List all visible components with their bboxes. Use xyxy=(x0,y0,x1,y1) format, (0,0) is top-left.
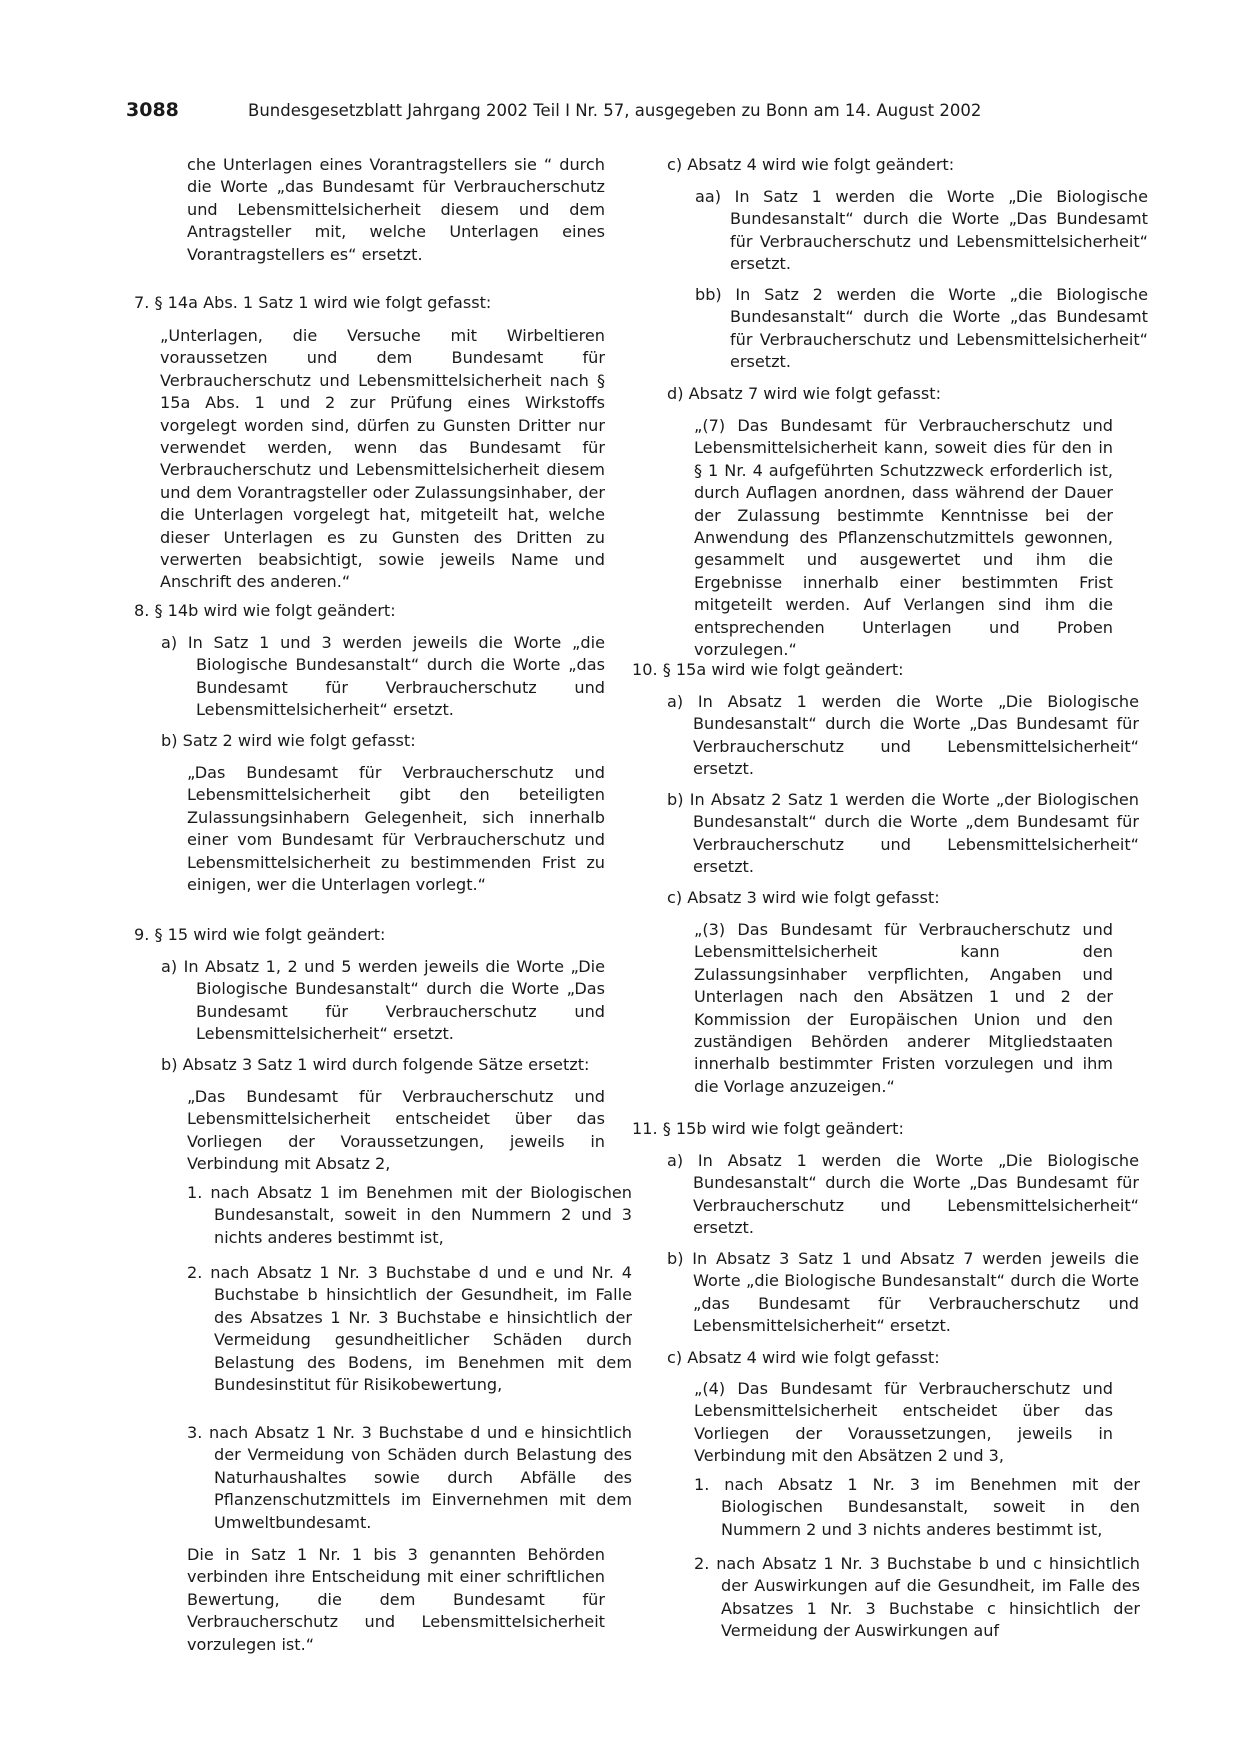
item-8-b-text: „Das Bundesamt für Verbraucherschutz und Lebensmittelsicherheit gibt den beteiligten Zulassungsinhabern Gelegenheit, sich innerhalb einer vom Bundesamt für Verbraucherschutz und Lebensmittelsicherheit zu bestimmenden Frist zu einigen, wer die Unterlagen vorlegt.“ xyxy=(187,763,605,895)
item-11-c-point-1: 1. nach Absatz 1 Nr. 3 im Benehmen mit der Biologischen Bundesanstalt, soweit in den Nummern 2 und 3 nichts anderes bestimmt ist, xyxy=(694,1475,1140,1539)
item-11-c-text: „(4) Das Bundesamt für Verbraucherschutz und Lebensmittelsicherheit entscheidet über das Vorliegen der Voraussetzungen, jeweils in Verbindung mit den Absätzen 2 und 3, xyxy=(694,1379,1113,1466)
item-11-c: c) Absatz 4 wird wie folgt gefasst: xyxy=(667,1348,940,1367)
item-9-d-text: „(7) Das Bundesamt für Verbraucherschutz und Lebensmittelsicherheit kann, soweit dies für den in § 1 Nr. 4 aufgeführten Schutzzweck erforderlich ist, durch Auflagen anordnen, dass während der Dauer der Zulassung bestimmte Kenntnisse bei der Anwendung des Pflanzenschutzmittels gewonnen, gesammelt und ausgewertet und ihm die Ergebnisse innerhalb einer bestimmten Frist mitgeteilt werden. Auf Verlangen sind ihm die entsprechenden Unterlagen und Proben vorzulegen.“ xyxy=(694,416,1113,660)
item-11-a: a) In Absatz 1 werden die Worte „Die Biologische Bundesanstalt“ durch die Worte „Das Bundesamt für Verbraucherschutz und Lebensmittelsicherheit“ ersetzt. xyxy=(667,1151,1139,1238)
item-9-b-point-3: 3. nach Absatz 1 Nr. 3 Buchstabe d und e hinsichtlich der Vermeidung von Schäden durch Belastung des Naturhaushaltes sowie durch Abfälle des Pflanzenschutzmittels im Einvernehmen mit dem Umweltbundesamt. xyxy=(187,1423,632,1532)
item-8-a: a) In Satz 1 und 3 werden jeweils die Worte „die Biologische Bundesanstalt“ durch die Worte „das Bundesamt für Verbraucherschutz und Lebensmittelsicherheit“ ersetzt. xyxy=(161,633,605,720)
item-8-b: b) Satz 2 wird wie folgt gefasst: xyxy=(161,731,416,750)
item-9-b-point-2: 2. nach Absatz 1 Nr. 3 Buchstabe d und e und Nr. 4 Buchstabe b hinsichtlich der Gesundheit, im Falle des Absatzes 1 Nr. 3 Buchstabe e hinsichtlich der Vermeidung gesundheitlicher Schäden durch Belastung des Bodens, im Benehmen mit dem Bundesinstitut für Risikobewertung, xyxy=(187,1263,632,1395)
item-9-c: c) Absatz 4 wird wie folgt geändert: xyxy=(667,155,955,174)
page-number: 3088 xyxy=(126,99,179,121)
item-9-b-point-1: 1. nach Absatz 1 im Benehmen mit der Biologischen Bundesanstalt, soweit in den Nummern 2 und 3 nichts anderes bestimmt ist, xyxy=(187,1183,632,1247)
item-10-c: c) Absatz 3 wird wie folgt gefasst: xyxy=(667,888,940,907)
item-9-b-text: „Das Bundesamt für Verbraucherschutz und Lebensmittelsicherheit entscheidet über das Vorliegen der Voraussetzungen, jeweils in Verbindung mit Absatz 2, xyxy=(187,1087,605,1174)
item-9-a: a) In Absatz 1, 2 und 5 werden jeweils die Worte „Die Biologische Bundesanstalt“ durch die Worte „Das Bundesamt für Verbraucherschutz und Lebensmittelsicherheit“ ersetzt. xyxy=(161,957,605,1044)
item-11-heading: 11. § 15b wird wie folgt geändert: xyxy=(632,1119,904,1138)
item-10-a: a) In Absatz 1 werden die Worte „Die Biologische Bundesanstalt“ durch die Worte „Das Bundesamt für Verbraucherschutz und Lebensmittelsicherheit“ ersetzt. xyxy=(667,692,1139,779)
item-9-c-aa: aa) In Satz 1 werden die Worte „Die Biologische Bundesanstalt“ durch die Worte „Das Bundesamt für Verbraucherschutz und Lebensmittelsicherheit“ ersetzt. xyxy=(695,187,1148,274)
item-10-b: b) In Absatz 2 Satz 1 werden die Worte „der Biologischen Bundesanstalt“ durch die Worte „dem Bundesamt für Verbraucherschutz und Lebensmittelsicherheit“ ersetzt. xyxy=(667,790,1139,877)
item-10-c-text: „(3) Das Bundesamt für Verbraucherschutz und Lebensmittelsicherheit kann den Zulassungsinhaber verpflichten, Angaben und Unterlagen nach den Absätzen 1 und 2 der Kommission der Europäischen Union und den zuständigen Behörden anderer Mitgliedstaaten innerhalb bestimmter Fristen vorzulegen und ihm die Vorlage anzuzeigen.“ xyxy=(694,920,1113,1096)
item-9-heading: 9. § 15 wird wie folgt geändert: xyxy=(134,925,386,944)
item-11-c-point-2: 2. nach Absatz 1 Nr. 3 Buchstabe b und c hinsichtlich der Auswirkungen auf die Gesundheit, im Falle des Absatzes 1 Nr. 3 Buchstabe c hinsichtlich der Vermeidung der Auswirkungen auf xyxy=(694,1554,1140,1641)
item-11-b: b) In Absatz 3 Satz 1 und Absatz 7 werden jeweils die Worte „die Biologische Bundesanstalt“ durch die Worte „das Bundesamt für Verbraucherschutz und Lebensmittelsicherheit“ ersetzt. xyxy=(667,1249,1139,1336)
item-9-c-bb: bb) In Satz 2 werden die Worte „die Biologische Bundesanstalt“ durch die Worte „das Bundesamt für Verbraucherschutz und Lebensmittelsicherheit“ ersetzt. xyxy=(695,285,1148,372)
item-9-d: d) Absatz 7 wird wie folgt gefasst: xyxy=(667,384,942,403)
item-7-text: „Unterlagen, die Versuche mit Wirbeltieren voraussetzen und dem Bundesamt für Verbraucherschutz und Lebensmittelsicherheit nach § 15a Abs. 1 und 2 zur Prüfung eines Wirkstoffs vorgelegt worden sind, dürfen zu Gunsten Dritter nur verwendet werden, wenn das Bundesamt für Verbraucherschutz und Lebensmittelsicherheit diesem und dem Vorantragsteller oder Zulassungsinhaber, der die Unterlagen vorgelegt hat, mitgeteilt hat, welche dieser Unterlagen es zu Gunsten des Dritten zu verwerten beabsichtigt, sowie jeweils Name und Anschrift des anderen.“ xyxy=(160,326,605,592)
continued-text: che Unterlagen eines Vorantragstellers sie “ durch die Worte „das Bundesamt für Verbraucherschutz und Lebensmittelsicherheit diesem und dem Antragsteller mit, welche Unterlagen eines Vorantragstellers es“ ersetzt. xyxy=(187,155,605,264)
item-9-b-closing: Die in Satz 1 Nr. 1 bis 3 genannten Behörden verbinden ihre Entscheidung mit einer schriftlichen Bewertung, die dem Bundesamt für Verbraucherschutz und Lebensmittelsicherheit vorzulegen ist.“ xyxy=(187,1545,605,1654)
running-header: Bundesgesetzblatt Jahrgang 2002 Teil I Nr. 57, ausgegeben zu Bonn am 14. August 2002 xyxy=(248,101,982,120)
item-10-heading: 10. § 15a wird wie folgt geändert: xyxy=(632,660,904,679)
item-7-heading: 7. § 14a Abs. 1 Satz 1 wird wie folgt gefasst: xyxy=(134,293,492,312)
item-8-heading: 8. § 14b wird wie folgt geändert: xyxy=(134,601,396,620)
item-9-b: b) Absatz 3 Satz 1 wird durch folgende Sätze ersetzt: xyxy=(161,1055,590,1074)
